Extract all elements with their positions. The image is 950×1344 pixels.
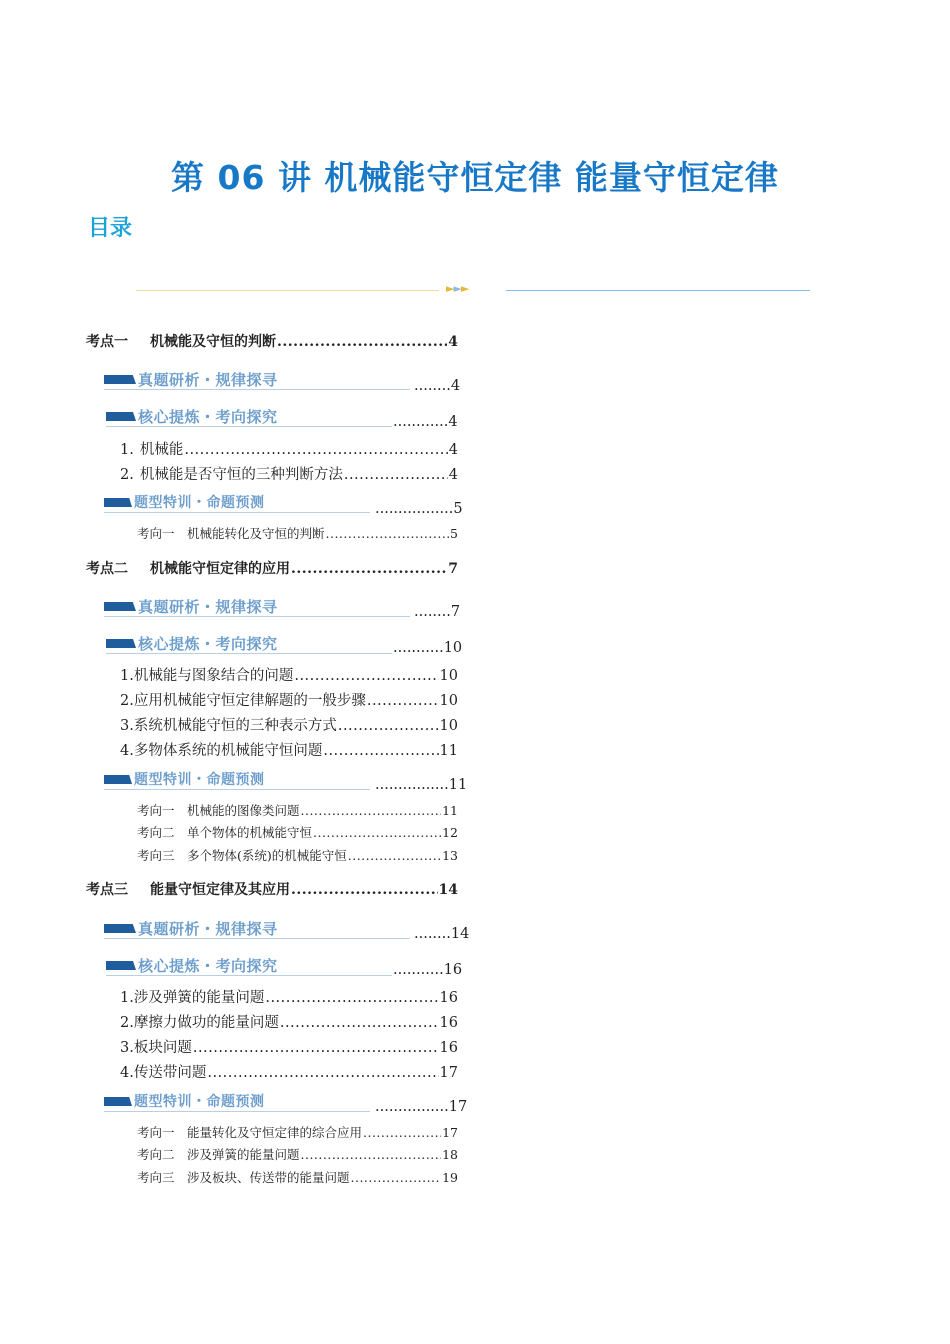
banner-zhenti[interactable]	[104, 596, 414, 622]
arrow-icons: ►►►	[446, 282, 469, 295]
banner-hexin[interactable]	[106, 955, 396, 981]
banner-bar-icon	[104, 1097, 132, 1106]
banner-bar-icon	[104, 602, 136, 611]
toc-entry-item[interactable]: 2. 摩擦力做功的能量问题 ..... 16	[120, 1011, 458, 1032]
toc-heading: 目录	[88, 216, 133, 241]
banner-page: ........14	[414, 926, 470, 942]
toc-entry-item[interactable]: 1. 机械能 ..... 4	[120, 438, 458, 459]
banner-page: ........4	[414, 378, 461, 394]
banner-hexin[interactable]	[106, 406, 396, 432]
toc-entry-direction[interactable]: 考向二 涉及弹簧的能量问题 ..... 18	[137, 1145, 458, 1163]
banner-label: 真题研析・规律探寻	[138, 598, 278, 616]
toc-entry-section-3[interactable]	[86, 879, 458, 899]
banner-label: 核心提炼・考向探究	[138, 635, 278, 653]
toc-entry-direction[interactable]: 考向三 多个物体(系统)的机械能守恒 ..... 13	[137, 846, 458, 864]
toc-entry-direction[interactable]: 考向三 涉及板块、传送带的能量问题 ..... 19	[137, 1168, 458, 1186]
banner-bar-icon	[104, 775, 132, 784]
banner-label: 真题研析・规律探寻	[138, 371, 278, 389]
banner-bar-icon	[104, 924, 136, 933]
toc-entry-item[interactable]: 3. 系统机械能守恒的三种表示方式 ..... 10	[120, 714, 458, 735]
toc-entry-direction[interactable]: 考向一 机械能的图像类问题 ..... 11	[137, 801, 458, 819]
banner-zhenti[interactable]	[104, 369, 414, 395]
section-label: 机械能及守恒的判断	[150, 334, 276, 350]
page-number: 4	[448, 334, 458, 350]
banner-page: .................5	[375, 501, 463, 517]
banner-bar-icon	[106, 412, 136, 421]
toc-entry-item[interactable]: 4. 多物体系统的机械能守恒问题 ..... 11	[120, 739, 458, 760]
banner-bar-icon	[104, 498, 132, 507]
banner-label: 真题研析・规律探寻	[138, 920, 278, 938]
document-title: 第 06 讲 机械能守恒定律 能量守恒定律	[171, 158, 779, 197]
banner-page: ................17	[375, 1099, 468, 1115]
section-key: 考点三	[86, 882, 128, 898]
toc-entry-section-2[interactable]	[86, 558, 458, 578]
toc-entry-item[interactable]: 2. 应用机械能守恒定律解题的一般步骤 ..... 10	[120, 689, 458, 710]
banner-tixing[interactable]	[104, 492, 374, 518]
section-key: 考点一	[86, 334, 128, 350]
section-label: 能量守恒定律及其应用	[150, 882, 290, 898]
banner-label: 题型特训・命题预测	[134, 772, 265, 788]
toc-entry-item[interactable]: 4. 传送带问题 ..... 17	[120, 1061, 458, 1082]
banner-label: 核心提炼・考向探究	[138, 957, 278, 975]
banner-label: 题型特训・命题预测	[134, 1094, 265, 1110]
page-number: 7	[448, 561, 458, 577]
toc-entry-direction[interactable]: 考向二 单个物体的机械能守恒 ..... 12	[137, 823, 458, 841]
banner-tixing[interactable]	[104, 769, 374, 795]
banner-bar-icon	[106, 639, 136, 648]
section-label: 机械能守恒定律的应用	[150, 561, 290, 577]
section-key: 考点二	[86, 561, 128, 577]
toc-entry-item[interactable]: 1. 涉及弹簧的能量问题 ..... 16	[120, 986, 458, 1007]
page-number: 14	[438, 882, 458, 898]
banner-page: ............4	[393, 414, 458, 430]
banner-zhenti[interactable]	[104, 918, 414, 944]
toc-entry-item[interactable]: 1. 机械能与图象结合的问题 ..... 10	[120, 664, 458, 685]
toc-entry-section-1[interactable]	[86, 331, 458, 351]
banner-tixing[interactable]	[104, 1091, 374, 1117]
banner-bar-icon	[104, 375, 136, 384]
banner-bar-icon	[106, 961, 136, 970]
banner-page: ........7	[414, 604, 461, 620]
toc-entry-item[interactable]: 3. 板块问题 ..... 16	[120, 1036, 458, 1057]
banner-label: 题型特训・命题预测	[134, 495, 265, 511]
toc-entry-direction[interactable]: 考向一 能量转化及守恒定律的综合应用 ..... 17	[137, 1123, 458, 1141]
banner-label: 核心提炼・考向探究	[138, 408, 278, 426]
banner-page: ...........10	[393, 640, 463, 656]
toc-entry-item[interactable]: 2. 机械能是否守恒的三种判断方法 ..... 4	[120, 463, 458, 484]
banner-hexin[interactable]	[106, 633, 396, 659]
banner-page: ...........16	[393, 962, 463, 978]
decorative-divider	[136, 282, 810, 298]
banner-page: ................11	[375, 777, 468, 793]
toc-entry-direction[interactable]: 考向一 机械能转化及守恒的判断 ..... 5	[137, 524, 458, 542]
